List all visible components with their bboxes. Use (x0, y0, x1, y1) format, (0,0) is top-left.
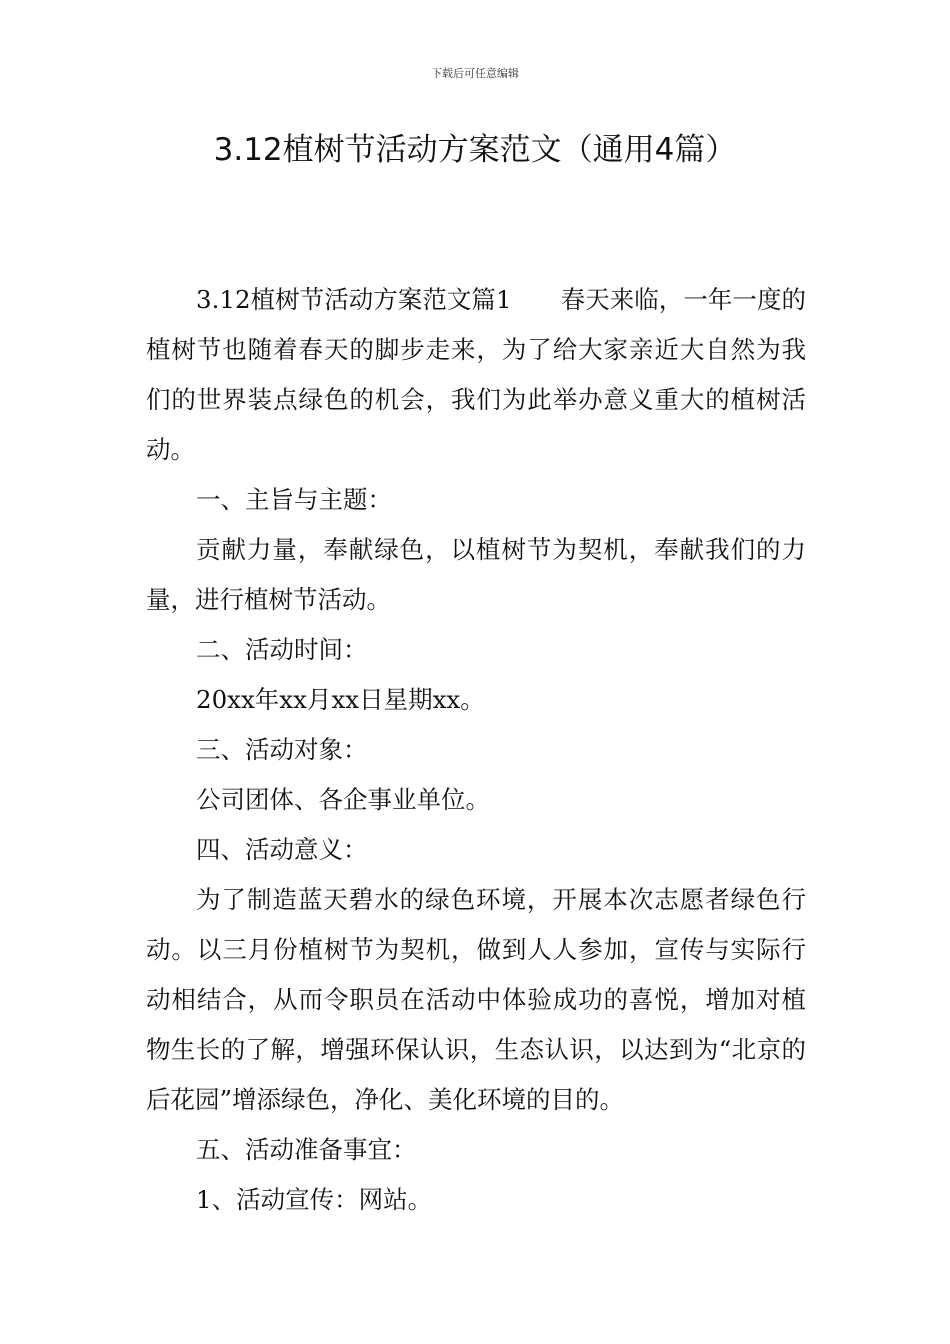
paragraph-time: 20xx年xx月xx日星期xx。 (196, 685, 485, 714)
section-heading-time: 二、活动时间： (196, 635, 368, 664)
paragraph-audience: 公司团体、各企事业单位。 (196, 785, 490, 814)
paragraph-intro: 3.12植树节活动方案范文篇1 春天来临，一年一度的植树节也随着春天的脚步走来，为了给大家亲近大自然为我们的世界装点绿色的机会，我们为此举办意义重大的植树活动。 (146, 285, 806, 464)
section-heading-purpose: 一、主旨与主题： (196, 485, 392, 514)
document-title: 3.12植树节活动方案范文（通用4篇） (213, 132, 737, 168)
paragraph-preparation-item-1: 1、活动宣传：网站。 (196, 1185, 433, 1214)
paragraph-significance: 为了制造蓝天碧水的绿色环境，开展本次志愿者绿色行动。以三月份植树节为契机，做到人人参加，宣传与实际行动相结合，从而令职员在活动中体验成功的喜悦，增加对植物生长的了解，增强环保认识，生态认识，以达到为“北京的后花园”增添绿色，净化、美化环境的目的。 (146, 885, 806, 1114)
section-heading-audience: 三、活动对象： (196, 735, 368, 764)
document-body (146, 275, 806, 1225)
header-note: 下载后可任意编辑 (431, 67, 519, 80)
section-heading-significance: 四、活动意义： (196, 835, 368, 864)
section-heading-preparation: 五、活动准备事宜： (196, 1135, 417, 1164)
paragraph-purpose: 贡献力量，奉献绿色，以植树节为契机，奉献我们的力量，进行植树节活动。 (146, 535, 806, 614)
